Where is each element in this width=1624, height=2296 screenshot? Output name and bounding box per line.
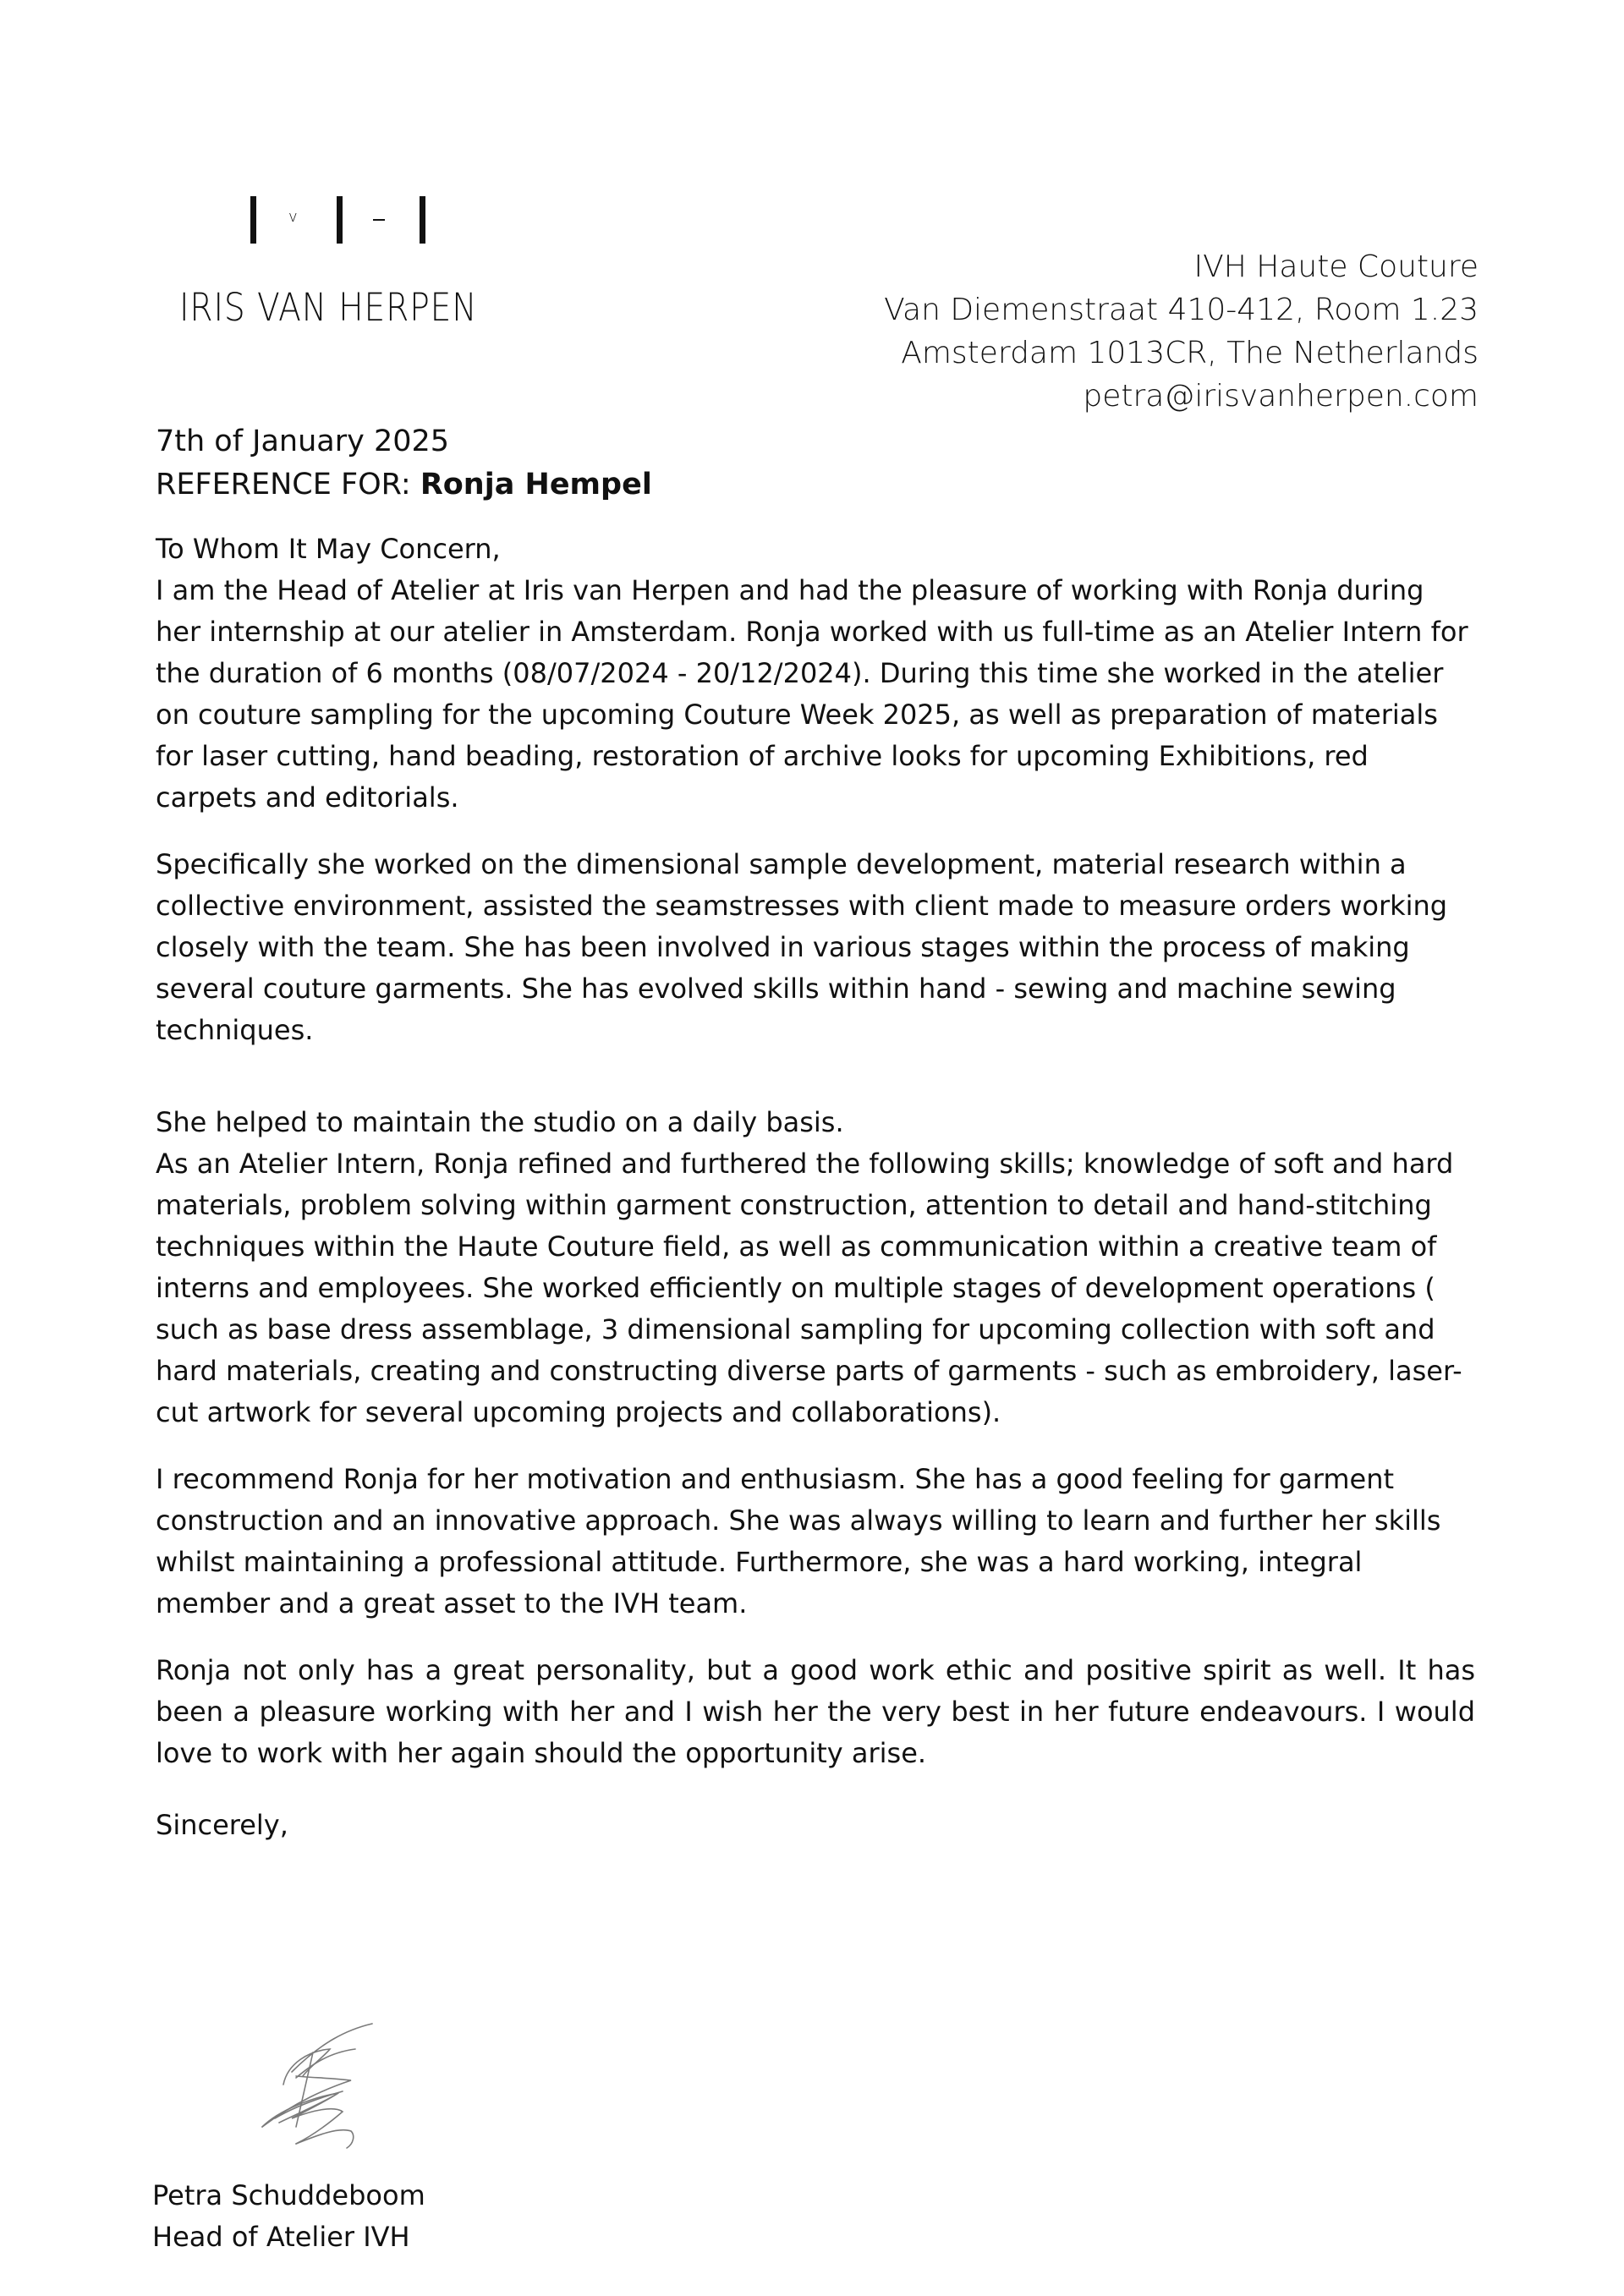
paragraph-3-intro: She helped to maintain the studio on a daily basis. bbox=[156, 1106, 844, 1138]
address-street: Van Diemenstraat 410-412, Room 1.23 bbox=[884, 293, 1479, 327]
closing: Sincerely, bbox=[156, 1809, 288, 1841]
sender-address bbox=[884, 245, 1479, 418]
logo-dash bbox=[373, 219, 385, 221]
address-city: Amsterdam 1013CR, The Netherlands bbox=[901, 336, 1479, 370]
logo-wordmark: IRIS VAN HERPEN bbox=[179, 285, 478, 330]
paragraph-2: Specifically she worked on the dimensional sample development, material research within a collective environment, assisted the seamstresses with client made to measure orders working closely with the team. She has been involved in various stages within the process of making several couture garments. She has evolved skills within hand - sewing and machine sewing techniques. bbox=[156, 848, 1448, 1046]
signer-title: Head of Atelier IVH bbox=[152, 2221, 410, 2253]
paragraph-3: As an Atelier Intern, Ronja refined and furthered the following skills; knowledge of soft and hard materials, problem solving within garment construction, attention to detail and hand-stitching techniques within the Haute Couture field, as well as communication within a creative team of interns and employees. She worked efficiently on multiple stages of development operations ( such as base dress assemblage, 3 dimensional sampling for upcoming collection with soft and hard materials, creating and constructing diverse parts of garments - such as embroidery, laser-cut artwork for several upcoming projects and collaborations). bbox=[156, 1148, 1462, 1428]
letter-body bbox=[156, 420, 1475, 1846]
signer-name: Petra Schuddeboom bbox=[152, 2179, 425, 2211]
logo-bar bbox=[250, 196, 256, 244]
address-company: IVH Haute Couture bbox=[1193, 249, 1479, 284]
paragraph-4: I recommend Ronja for her motivation and enthusiasm. She has a good feeling for garment construction and an innovative approach. She was always willing to learn and further her skills whilst maintaining a professional attitude. Furthermore, she was a hard working, integral member and a great asset to the IVH team. bbox=[156, 1463, 1441, 1619]
logo-bar bbox=[337, 196, 343, 244]
logo-v-glyph: v bbox=[288, 208, 298, 226]
reference-name: Ronja Hempel bbox=[420, 468, 652, 501]
signoff bbox=[152, 2175, 425, 2258]
paragraph-5: Ronja not only has a great personality, but a good work ethic and positive spirit as well. It has been a pleasure working with her and I wish her the very best in her future endeavours. I would love to work with her again should the opportunity arise. bbox=[156, 1654, 1475, 1769]
reference-line bbox=[156, 463, 1475, 507]
logo-bar bbox=[420, 196, 425, 244]
reference-label: REFERENCE FOR: bbox=[156, 468, 420, 501]
address-email: petra@irisvanherpen.com bbox=[1083, 379, 1479, 414]
letter-date: 7th of January 2025 bbox=[156, 425, 450, 458]
logo-mark bbox=[250, 196, 430, 244]
greeting: To Whom It May Concern, bbox=[156, 533, 501, 565]
paragraph-1: I am the Head of Atelier at Iris van Herpen and had the pleasure of working with Ronja during her internship at our atelier in Amsterdam. Ronja worked with us full-time as an Atelier Intern for the duration of 6 months (08/07/2024 - 20/12/2024). During this time she worked in the atelier on couture sampling for the upcoming Couture Week 2025, as well as preparation of materials for laser cutting, hand beading, restoration of archive looks for upcoming Exhibitions, red carpets and editorials. bbox=[156, 574, 1468, 814]
signature-image bbox=[245, 2017, 427, 2156]
